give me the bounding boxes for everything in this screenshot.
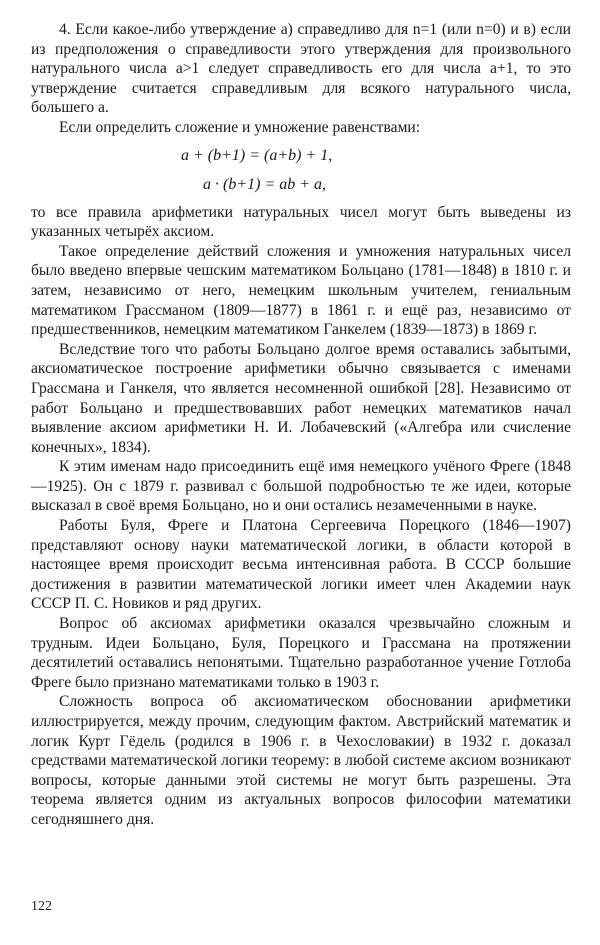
paragraph-mathematical-logic: Работы Буля, Фреге и Платона Сергеевича Порецкого (1846—1907) представляют основу науки математической логики, в области которой в настоящее время происходит весьма интенсивная работа. В СССР большие достижения в развитии математической логики имеет член Академии наук СССР П. С. Новиков и ряд других. [31,517,571,613]
paragraph-godel: Сложность вопроса об аксиоматическом обосновании арифметики иллюстрируется, между прочим, следующим фактом. Австрийский математик и логик Курт Гёдель (родился в 1906 г. в Чехословакии) в 1932 г. доказал средствами математической логики теорему: в любой системе аксиом возникают вопросы, которые данными этой системы не могут быть разрешены. Эта теорема является одним из актуальных вопросов философии математики сегодняшнего дня. [31,693,571,828]
page-number: 122 [31,899,52,914]
paragraph-definition-intro: Если определить сложение и умножение равенствами: [59,118,421,136]
formula-addition: a + (b+1) = (a+b) + 1, [181,146,333,164]
paragraph-bolzano-history: Такое определение действий сложения и умножения натуральных чисел было введено впервые чешским математиком Больцано (1781—1848) в 1810 г. и затем, независимо от него, немецким школьным учителем, гениальным математиком Грассманом (1809—1877) в 1861 г. и ещё раз, независимо от предшественников, немецким математиком Ганкелем (1839—1873) в 1869 г. [31,242,571,339]
formula-block [31,146,571,195]
paragraph-axioms-difficulty: Вопрос об аксиомах арифметики оказался чрезвычайно сложным и трудным. Идеи Больцано, Буля, Порецкого и Грассмана на протяжении десятилетий оставались непонятыми. Тщательно разработанное учение Готлоба Фреге было признано математиками только в 1903 г. [31,615,571,691]
paragraph-axiom-4: 4. Если какое-либо утверждение а) справедливо для n=1 (или n=0) и в) если из предположения о справедливости этого утверждения для произвольного натурального числа a>1 следует справедливость его для числа a+1, то это утверждение считается справедливым для всякого натурального числа, большего a. [31,21,571,117]
paragraph-rules-derived: то все правила арифметики натуральных чисел могут быть выведены из указанных четырёх аксиом. [31,203,571,241]
formula-multiplication: a · (b+1) = ab + a, [203,175,327,193]
paragraph-grassmann-hankel: Вследствие того что работы Больцано долгое время оставались забытыми, аксиоматическое построение арифметики обычно связывается с именами Грассмана и Ганкеля, что является несомненной ошибкой [28]. Независимо от работ Больцано и предшествовавших работ немецких математиков начал выявление аксиом арифметики Н. И. Лобачевский («Алгебра или счисление конечных», 1834). [31,340,571,456]
paragraph-frege: К этим именам надо присоединить ещё имя немецкого учёного Фреге (1848—1925). Он с 1879 г. развивал с большой подробностью те же идеи, которые высказал в своё время Больцано, но и они остались незамеченными в науке. [31,458,571,515]
page-body [31,20,571,830]
